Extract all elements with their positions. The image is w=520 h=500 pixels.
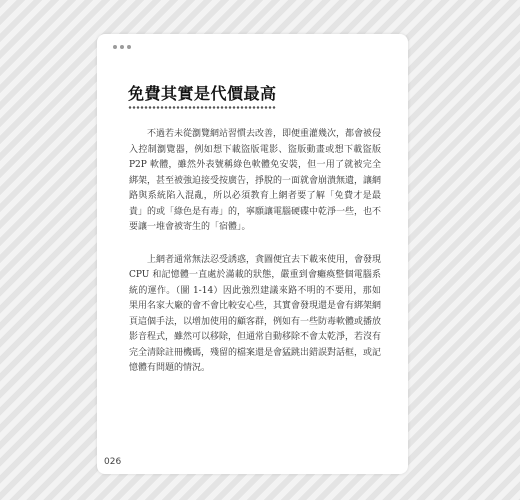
dot: [113, 45, 117, 49]
dot: [127, 45, 131, 49]
dot: [120, 45, 124, 49]
book-page: [97, 34, 408, 474]
title-dotted-underline: [128, 106, 276, 109]
window-dots-decoration: [113, 45, 131, 49]
paragraph-2: 上網者通常無法忍受誘惑，貪圖便宜去下載來使用，會發現 CPU 和記憶體一直處於滿載的狀態，嚴重到會癱瘓整個電腦系統的運作。（圖 1-14）因此強烈建議來路不明的不要用，那如果用名家大廠的會不會比較安心些，其實會發現還是會有綁架網頁這個手法，以增加使用的顧客群，例如有一些防毒軟體或播放影音程式，雖然可以移除，但通常自動移除不會太乾淨，若沒有完全清除註冊機碼，殘留的檔案還是會猛跳出錯誤對話框，或記憶體有問題的情況。: [129, 254, 382, 373]
page-number: 026: [104, 457, 122, 467]
paragraph-1: 不過若未從瀏覽網站習慣去改善，即便重灌幾次，都會被侵入控制瀏覽器，例如想下載盜版電影、盜版動畫或想下載盜版 P2P 軟體，雖然外表號稱綠色軟體免安裝，但一用了就被完全綁架，甚至被強迫接受按廣告，掙脫的一面就會崩潰無遺，讓網路與系統陷入混亂，所以必須教育上網者要了解「免費才是最貴」的或「綠色是有毒」的，寧願讓電腦硬碟中乾淨一些，也不要讓一堆會被寄生的「宿體」。: [129, 129, 382, 232]
body-text: [129, 127, 381, 394]
section-title: 免費其實是代價最高: [128, 84, 277, 103]
